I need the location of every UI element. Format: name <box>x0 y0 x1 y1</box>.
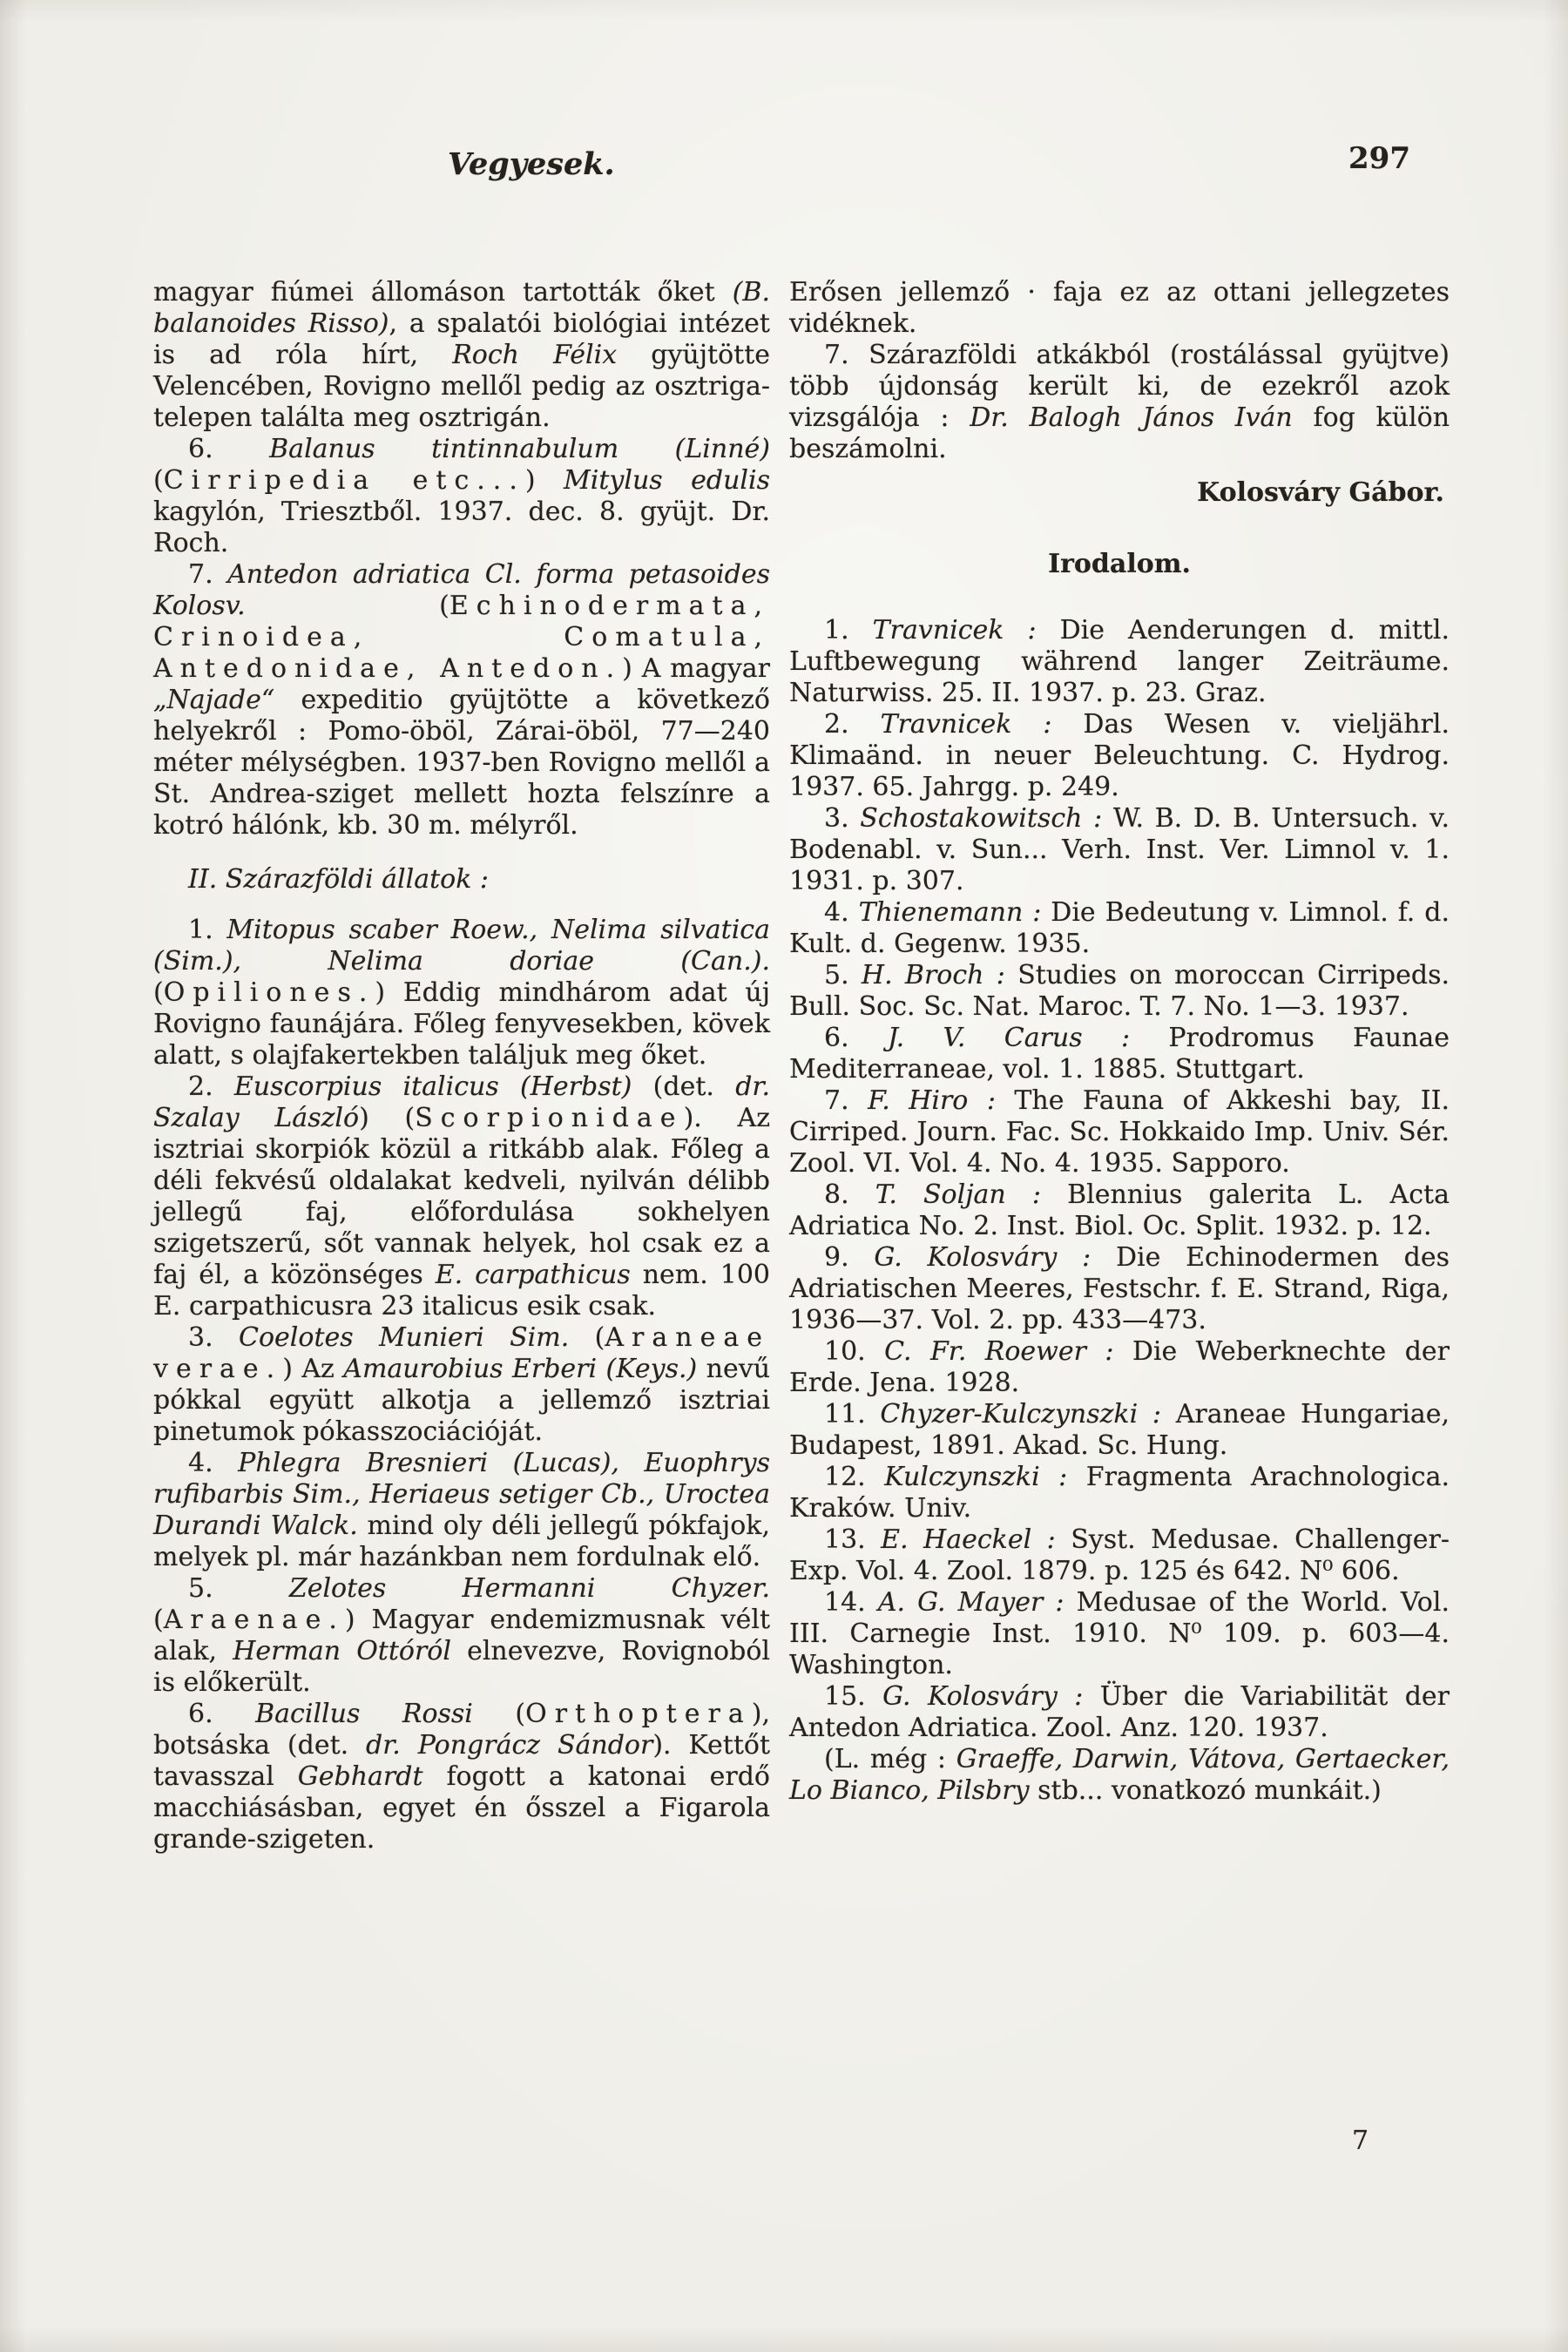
text-segment: A. G. Mayer : <box>877 1587 1064 1618</box>
reference-7 <box>789 1085 1450 1179</box>
text-segment: E. carpathicus <box>435 1260 631 1290</box>
text-segment: Chyzer-Kulczynszki : <box>880 1399 1161 1429</box>
text-segment: Araneae verae. <box>153 1322 770 1384</box>
text-segment: Über die Variabilität der Antedon Adriatica. Zool. Anz. 120. 1937. <box>789 1681 1450 1743</box>
text-segment: ). Kettőt tavasszal <box>153 1730 770 1792</box>
text-segment: Syst. Medusae. Challenger-Exp. Vol. 4. Zool. 1879. p. 125 és 642. N⁰ 606. <box>789 1524 1450 1586</box>
text-segment: ). Az isztriai skorpiók közül a ritkább alak. Főleg a déli fekvésű oldalakat kedveli, nyilván délibb jellegű faj, előfordulása sokhelyen szigetszerű, sőt vannak helyek, hol csak ez a faj él, a közönséges <box>153 1103 771 1290</box>
text-segment: ( <box>153 465 164 496</box>
land-item-6-bacillus <box>153 1699 770 1855</box>
text-segment: 2. <box>188 1071 234 1102</box>
text-segment: 8. <box>824 1179 875 1210</box>
text-segment: Irodalom. <box>1048 549 1191 579</box>
text-segment: mind oly déli jellegű pókfajok, melyek pl. már hazánkban nem fordulnak elő. <box>153 1511 770 1572</box>
text-segment: E. Haeckel : <box>881 1524 1056 1555</box>
reference-8 <box>789 1179 1450 1242</box>
text-segment: ( <box>472 1699 526 1729</box>
text-segment: nem. 100 E. carpathicusra 23 italicus esik csak. <box>153 1260 770 1321</box>
text-segment: Travnicek : <box>880 709 1052 740</box>
text-segment: gyüjtötte Velencében, Rovigno mellől pedig az osztriga-telepen találta meg osztrigán. <box>153 340 770 433</box>
text-segment: Die Bedeutung v. Limnol. f. d. Kult. d. Gegenw. 1935. <box>789 897 1450 959</box>
signature-mark: 7 <box>1352 2126 1369 2156</box>
text-segment: Die Weberknechte der Erde. Jena. 1928. <box>789 1336 1450 1398</box>
text-segment: J. V. Carus : <box>887 1023 1131 1053</box>
text-segment: 6. <box>188 1699 256 1729</box>
reference-12 <box>789 1462 1450 1524</box>
reference-4 <box>789 897 1450 960</box>
text-segment: Herman Ottóról <box>233 1636 451 1666</box>
text-segment: 1. <box>188 915 227 945</box>
text-segment: (L. még : <box>824 1744 956 1774</box>
text-segment: 7. Szárazföldi atkákból (rostálással gyüjtve) több újdonság került ki, de ezekről azok vizsgálója : <box>789 340 1450 433</box>
text-segment: The Fauna of Akkeshi bay, II. Cirriped. Journ. Fac. Sc. Hokkaido Imp. Univ. Sér. Zool. VI. Vol. 4. No. 4. 1935. Sapporo. <box>789 1085 1450 1179</box>
land-item-4-phlegra <box>153 1448 770 1573</box>
text-segment: Zelotes Hermanni Chyzer. <box>288 1573 770 1604</box>
text-segment: Opiliones. <box>163 977 375 1008</box>
text-segment: 4. <box>188 1448 239 1478</box>
text-segment: ) <box>524 465 564 496</box>
text-segment: ( <box>153 977 164 1008</box>
text-segment: kagylón, Triesztből. 1937. dec. 8. gyüjt. Dr. Roch. <box>153 497 770 558</box>
text-segment: 4. <box>824 897 859 928</box>
text-segment: Coelotes Munieri Sim. <box>239 1322 570 1353</box>
text-segment: (det. <box>632 1071 736 1102</box>
section-heading-szarazfoldi-allatok <box>153 864 770 896</box>
text-segment: Kolosváry Gábor. <box>1197 477 1444 508</box>
right-column <box>789 277 1450 1807</box>
page-number: 297 <box>1348 141 1410 176</box>
text-segment: Medusae of the World. Vol. III. Carnegie Inst. 1910. N⁰ 109. p. 603—4. Washington. <box>789 1587 1450 1680</box>
text-segment: magyar fiúmei állomáson tartották őket <box>153 277 733 308</box>
reference-10 <box>789 1336 1450 1399</box>
text-segment: 7. <box>188 559 228 590</box>
item-7-mites <box>789 340 1450 465</box>
text-segment: Mitopus scaber Roew., Nelima silvatica (Sim.), Nelima doriae (Can.). <box>153 915 770 977</box>
text-segment: 9. <box>824 1242 875 1273</box>
text-segment: fog külön beszámolni. <box>789 402 1450 464</box>
text-segment: G. Kolosváry : <box>874 1242 1092 1273</box>
text-segment: 15. <box>824 1681 883 1712</box>
text-segment: Orthoptera <box>525 1699 752 1729</box>
land-item-3-coelotes <box>153 1322 770 1448</box>
reference-3 <box>789 803 1450 897</box>
text-segment: Araneae Hungariae, Budapest, 1891. Akad. Sc. Hung. <box>789 1399 1450 1461</box>
text-segment: 6. <box>188 434 270 464</box>
item-6-balanus <box>153 434 770 559</box>
land-item-2-euscorpius <box>153 1071 770 1322</box>
text-segment: Studies on moroccan Cirripeds. Bull. Soc. Sc. Nat. Maroc. T. 7. No. 1—3. 1937. <box>789 960 1450 1022</box>
text-segment: Das Wesen v. vieljährl. Klimaänd. in neuer Beleuchtung. C. Hydrog. 1937. 65. Jahrgg. p. 249. <box>789 709 1450 802</box>
text-segment: 12. <box>824 1462 885 1492</box>
reference-13 <box>789 1524 1450 1587</box>
text-segment: Phlegra Bresnieri (Lucas), Euophrys rufibarbis Sim., Heriaeus setiger Cb., Uroctea Durandi Walck. <box>153 1448 770 1541</box>
text-segment: Echinodermata, Crinoidea, Comatula, Antedonidae, Antedon. <box>153 591 770 684</box>
text-segment: dr. Szalay László <box>153 1071 770 1133</box>
text-segment: Amaurobius Erberi (Keys.) <box>343 1354 698 1384</box>
text-segment: Mitylus edulis <box>564 465 770 496</box>
text-segment: 7. <box>824 1085 868 1116</box>
text-segment: 3. <box>188 1322 240 1353</box>
text-segment: ), botsáska (det. <box>153 1699 770 1761</box>
text-segment: expeditio gyüjtötte a következő helyekről : Pomo-öböl, Zárai-öböl, 77—240 méter mélységben. 1937-ben Rovigno mellől a St. Andrea-sziget mellett hozta felszínre a kotró hálónk, kb. 30 m. mélyről. <box>153 685 770 841</box>
text-segment: C. Fr. Roewer : <box>884 1336 1114 1367</box>
text-segment: ) Magyar endemizmusnak vélt alak, <box>153 1605 770 1666</box>
text-segment: ( <box>153 1605 164 1635</box>
text-segment: W. B. D. B. Untersuch. v. Bodenabl. v. Sun... Verh. Inst. Ver. Limnol v. 1. 1931. p. 307. <box>789 803 1450 896</box>
text-segment: 14. <box>824 1587 878 1618</box>
text-segment: Prodromus Faunae Mediterraneae, vol. 1. 1885. Stuttgart. <box>789 1023 1450 1085</box>
text-segment: dr. Pongrácz Sándor <box>366 1730 653 1761</box>
text-segment: Araenae. <box>163 1605 345 1635</box>
text-segment: H. Broch : <box>861 960 1005 990</box>
text-segment: G. Kolosváry : <box>882 1681 1084 1712</box>
text-segment: II. Szárazföldi állatok : <box>188 864 490 895</box>
text-segment: fogott a katonai erdő macchiásásban, egyet én ősszel a Figarola grande-szigeten. <box>153 1761 770 1855</box>
text-segment: F. Hiro : <box>868 1085 996 1116</box>
text-segment: Die Aenderungen d. mittl. Luftbewegung während langer Zeiträume. Naturwiss. 25. II. 1937. p. 23. Graz. <box>789 615 1450 708</box>
text-segment: 2. <box>824 709 881 740</box>
text-segment: ( <box>569 1322 605 1353</box>
closing-note <box>789 1744 1450 1807</box>
text-segment: Euscorpius italicus (Herbst) <box>233 1071 632 1102</box>
text-segment: ) Az <box>282 1354 344 1384</box>
reference-11 <box>789 1399 1450 1462</box>
text-segment: 1. <box>824 615 873 645</box>
text-segment: stb... vonatkozó munkáit.) <box>1029 1775 1382 1806</box>
text-segment: 11. <box>824 1399 881 1429</box>
continuation-paragraph <box>153 277 770 434</box>
text-segment: Dr. Balogh János Iván <box>970 402 1293 433</box>
text-segment: Scorpionidae <box>415 1103 684 1133</box>
left-column <box>153 277 770 1855</box>
text-segment: Antedon adriatica Cl. forma petasoides Kolosv. <box>153 559 770 621</box>
continuation-paragraph <box>789 277 1450 340</box>
text-segment: Gebhardt <box>297 1761 423 1792</box>
text-segment: nevű pókkal együtt alkotja a jellemző isztriai pinetumok pókasszociációját. <box>153 1354 771 1447</box>
text-segment: Blennius galerita L. Acta Adriatica No. 2. Inst. Biol. Oc. Split. 1932. p. 12. <box>789 1179 1450 1241</box>
text-segment: Thienemann : <box>858 897 1042 928</box>
text-segment: Fragmenta Arachnologica. Kraków. Univ. <box>789 1462 1450 1524</box>
text-segment: Cirripedia etc... <box>163 465 525 496</box>
text-segment: Balanus tintinnabulum (Linné) <box>269 434 770 464</box>
text-segment: Die Echinodermen des Adriatischen Meeres, Festschr. f. E. Strand, Riga, 1936—37. Vol. 2. pp. 433—473. <box>789 1242 1450 1335</box>
text-segment: „Najade“ <box>153 685 275 715</box>
text-segment: T. Soljan : <box>875 1179 1041 1210</box>
reference-15 <box>789 1681 1450 1744</box>
reference-1 <box>789 615 1450 709</box>
land-item-5-zelotes <box>153 1573 770 1699</box>
reference-2 <box>789 709 1450 803</box>
literature-heading <box>789 549 1450 580</box>
land-item-1-mitopus <box>153 915 770 1071</box>
text-segment: ) A magyar <box>622 653 770 684</box>
text-segment: ) ( <box>359 1103 416 1133</box>
text-segment: Roch Félix <box>452 340 618 370</box>
text-segment: Bacillus Rossi <box>255 1699 473 1729</box>
text-segment: ( <box>245 591 449 621</box>
text-segment: 10. <box>824 1336 885 1367</box>
reference-14 <box>789 1587 1450 1681</box>
text-segment: (B. balanoides Risso) <box>153 277 770 339</box>
reference-5 <box>789 960 1450 1023</box>
text-segment: Schostakowitsch : <box>860 803 1103 834</box>
text-segment: Travnicek : <box>872 615 1037 645</box>
text-segment: 5. <box>824 960 862 990</box>
text-segment: 6. <box>824 1023 888 1053</box>
text-segment: Erősen jellemző · faja ez az ottani jellegzetes vidéknek. <box>789 277 1450 339</box>
text-segment: Kulczynszki : <box>884 1462 1068 1492</box>
text-segment: 3. <box>824 803 861 834</box>
running-title: Vegyesek. <box>448 146 615 182</box>
text-segment: 13. <box>824 1524 882 1555</box>
item-7-antedon <box>153 559 770 841</box>
text-segment: elnevezve, Rovignoból is előkerült. <box>153 1636 770 1698</box>
text-segment: 5. <box>188 1573 289 1604</box>
reference-6 <box>789 1023 1450 1085</box>
text-segment: ) Eddig mindhárom adat új Rovigno faunájára. Főleg fenyvesekben, kövek alatt, s olajfakertekben találjuk meg őket. <box>153 977 770 1071</box>
text-segment: , a spalatói biológiai intézet is ad róla hírt, <box>153 308 770 370</box>
reference-9 <box>789 1242 1450 1336</box>
author-signature <box>789 477 1450 509</box>
text-segment: Graeffe, Darwin, Vátova, Gertaecker, Lo Bianco, Pilsbry <box>789 1744 1450 1806</box>
